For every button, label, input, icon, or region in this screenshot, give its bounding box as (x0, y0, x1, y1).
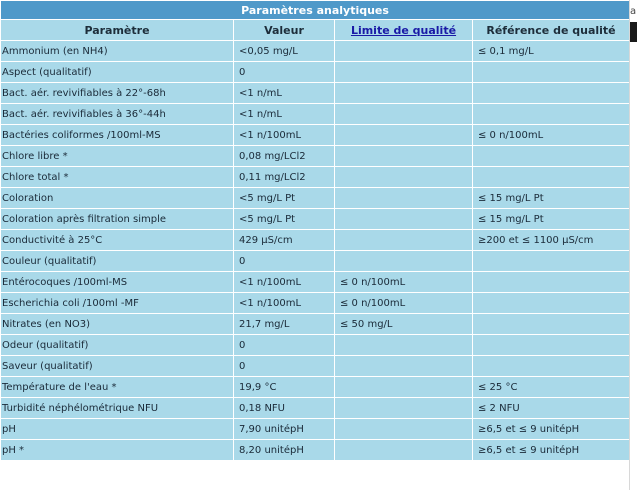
cell-reference: ≥6,5 et ≤ 9 unitépH (473, 440, 629, 460)
cell-valeur: 0 (234, 335, 334, 355)
cell-limite (335, 335, 472, 355)
header-limite-de-qualite (335, 20, 472, 40)
cell-valeur: 8,20 unitépH (234, 440, 334, 460)
cell-valeur: 21,7 mg/L (234, 314, 334, 334)
table-row (1, 335, 629, 355)
cell-valeur: 7,90 unitépH (234, 419, 334, 439)
cell-valeur: 0 (234, 251, 334, 271)
cell-reference (473, 104, 629, 124)
cell-parametre: Coloration après filtration simple (1, 209, 233, 229)
cell-valeur: <0,05 mg/L (234, 41, 334, 61)
cell-limite (335, 41, 472, 61)
cell-limite (335, 125, 472, 145)
cell-reference (473, 62, 629, 82)
table-row (1, 188, 629, 208)
cell-valeur: <5 mg/L Pt (234, 188, 334, 208)
table-row (1, 356, 629, 376)
cell-reference: ≤ 25 °C (473, 377, 629, 397)
cell-limite: ≤ 0 n/100mL (335, 272, 472, 292)
cell-limite (335, 104, 472, 124)
table-row (1, 62, 629, 82)
cell-parametre: Chlore total * (1, 167, 233, 187)
cell-valeur: <5 mg/L Pt (234, 209, 334, 229)
cell-reference: ≤ 2 NFU (473, 398, 629, 418)
cell-parametre: Aspect (qualitatif) (1, 62, 233, 82)
cell-reference: ≤ 15 mg/L Pt (473, 209, 629, 229)
cell-reference (473, 251, 629, 271)
cell-valeur: <1 n/100mL (234, 125, 334, 145)
cell-valeur: <1 n/mL (234, 104, 334, 124)
cell-parametre: Conductivité à 25°C (1, 230, 233, 250)
cell-valeur: <1 n/100mL (234, 293, 334, 313)
table-row (1, 272, 629, 292)
cell-parametre: pH (1, 419, 233, 439)
cell-reference: ≥6,5 et ≤ 9 unitépH (473, 419, 629, 439)
cell-limite (335, 230, 472, 250)
cell-parametre: Bact. aér. revivifiables à 36°-44h (1, 104, 233, 124)
cell-reference: ≥200 et ≤ 1100 µS/cm (473, 230, 629, 250)
table-row (1, 104, 629, 124)
table-row (1, 293, 629, 313)
cell-reference: ≤ 0 n/100mL (473, 125, 629, 145)
cell-valeur: 0,08 mg/LCl2 (234, 146, 334, 166)
cell-parametre: Nitrates (en NO3) (1, 314, 233, 334)
cell-parametre: Couleur (qualitatif) (1, 251, 233, 271)
cell-parametre: Bactéries coliformes /100ml-MS (1, 125, 233, 145)
table-row (1, 209, 629, 229)
header-reference-de-qualite: Référence de qualité (473, 20, 629, 40)
table-row (1, 377, 629, 397)
cell-valeur: <1 n/100mL (234, 272, 334, 292)
cell-limite (335, 167, 472, 187)
table-row (1, 83, 629, 103)
table-row (1, 41, 629, 61)
cell-limite (335, 188, 472, 208)
cell-reference (473, 314, 629, 334)
cell-limite (335, 377, 472, 397)
cell-parametre: Odeur (qualitatif) (1, 335, 233, 355)
adjacent-panel-dark-block (630, 22, 637, 42)
cell-parametre: Saveur (qualitatif) (1, 356, 233, 376)
cell-parametre: Turbidité néphélométrique NFU (1, 398, 233, 418)
cell-parametre: Entérocoques /100ml-MS (1, 272, 233, 292)
cell-parametre: pH * (1, 440, 233, 460)
cell-valeur: 19,9 °C (234, 377, 334, 397)
cell-valeur: 0,18 NFU (234, 398, 334, 418)
cell-limite (335, 251, 472, 271)
cell-limite: ≤ 0 n/100mL (335, 293, 472, 313)
cell-parametre: Coloration (1, 188, 233, 208)
cell-limite (335, 398, 472, 418)
cell-limite (335, 440, 472, 460)
cell-parametre: Escherichia coli /100ml -MF (1, 293, 233, 313)
cell-valeur: <1 n/mL (234, 83, 334, 103)
table-row (1, 125, 629, 145)
table-row (1, 167, 629, 187)
adjacent-panel-text: a (630, 6, 637, 17)
cell-limite (335, 83, 472, 103)
table-title-row (1, 1, 629, 19)
cell-reference: ≤ 0,1 mg/L (473, 41, 629, 61)
cell-reference (473, 293, 629, 313)
adjacent-panel-edge (629, 0, 637, 490)
table-row (1, 230, 629, 250)
cell-limite (335, 209, 472, 229)
cell-valeur: 0 (234, 62, 334, 82)
cell-limite (335, 419, 472, 439)
table-row (1, 398, 629, 418)
cell-reference (473, 272, 629, 292)
cell-limite (335, 356, 472, 376)
cell-parametre: Bact. aér. revivifiables à 22°-68h (1, 83, 233, 103)
table-row (1, 440, 629, 460)
cell-parametre: Température de l'eau * (1, 377, 233, 397)
limite-de-qualite-link[interactable]: Limite de qualité (350, 23, 457, 37)
table-row (1, 251, 629, 271)
cell-valeur: 0 (234, 356, 334, 376)
header-valeur: Valeur (234, 20, 334, 40)
table-title: Paramètres analytiques (1, 1, 629, 19)
cell-parametre: Chlore libre * (1, 146, 233, 166)
header-parametre: Paramètre (1, 20, 233, 40)
cell-reference (473, 146, 629, 166)
cell-reference (473, 356, 629, 376)
cell-limite: ≤ 50 mg/L (335, 314, 472, 334)
cell-reference (473, 167, 629, 187)
table-row (1, 314, 629, 334)
cell-limite (335, 62, 472, 82)
cell-valeur: 0,11 mg/LCl2 (234, 167, 334, 187)
cell-reference (473, 335, 629, 355)
table-row (1, 146, 629, 166)
cell-reference (473, 83, 629, 103)
cell-parametre: Ammonium (en NH4) (1, 41, 233, 61)
table-row (1, 419, 629, 439)
table-header-row (1, 20, 629, 40)
cell-valeur: 429 µS/cm (234, 230, 334, 250)
cell-limite (335, 146, 472, 166)
cell-reference: ≤ 15 mg/L Pt (473, 188, 629, 208)
